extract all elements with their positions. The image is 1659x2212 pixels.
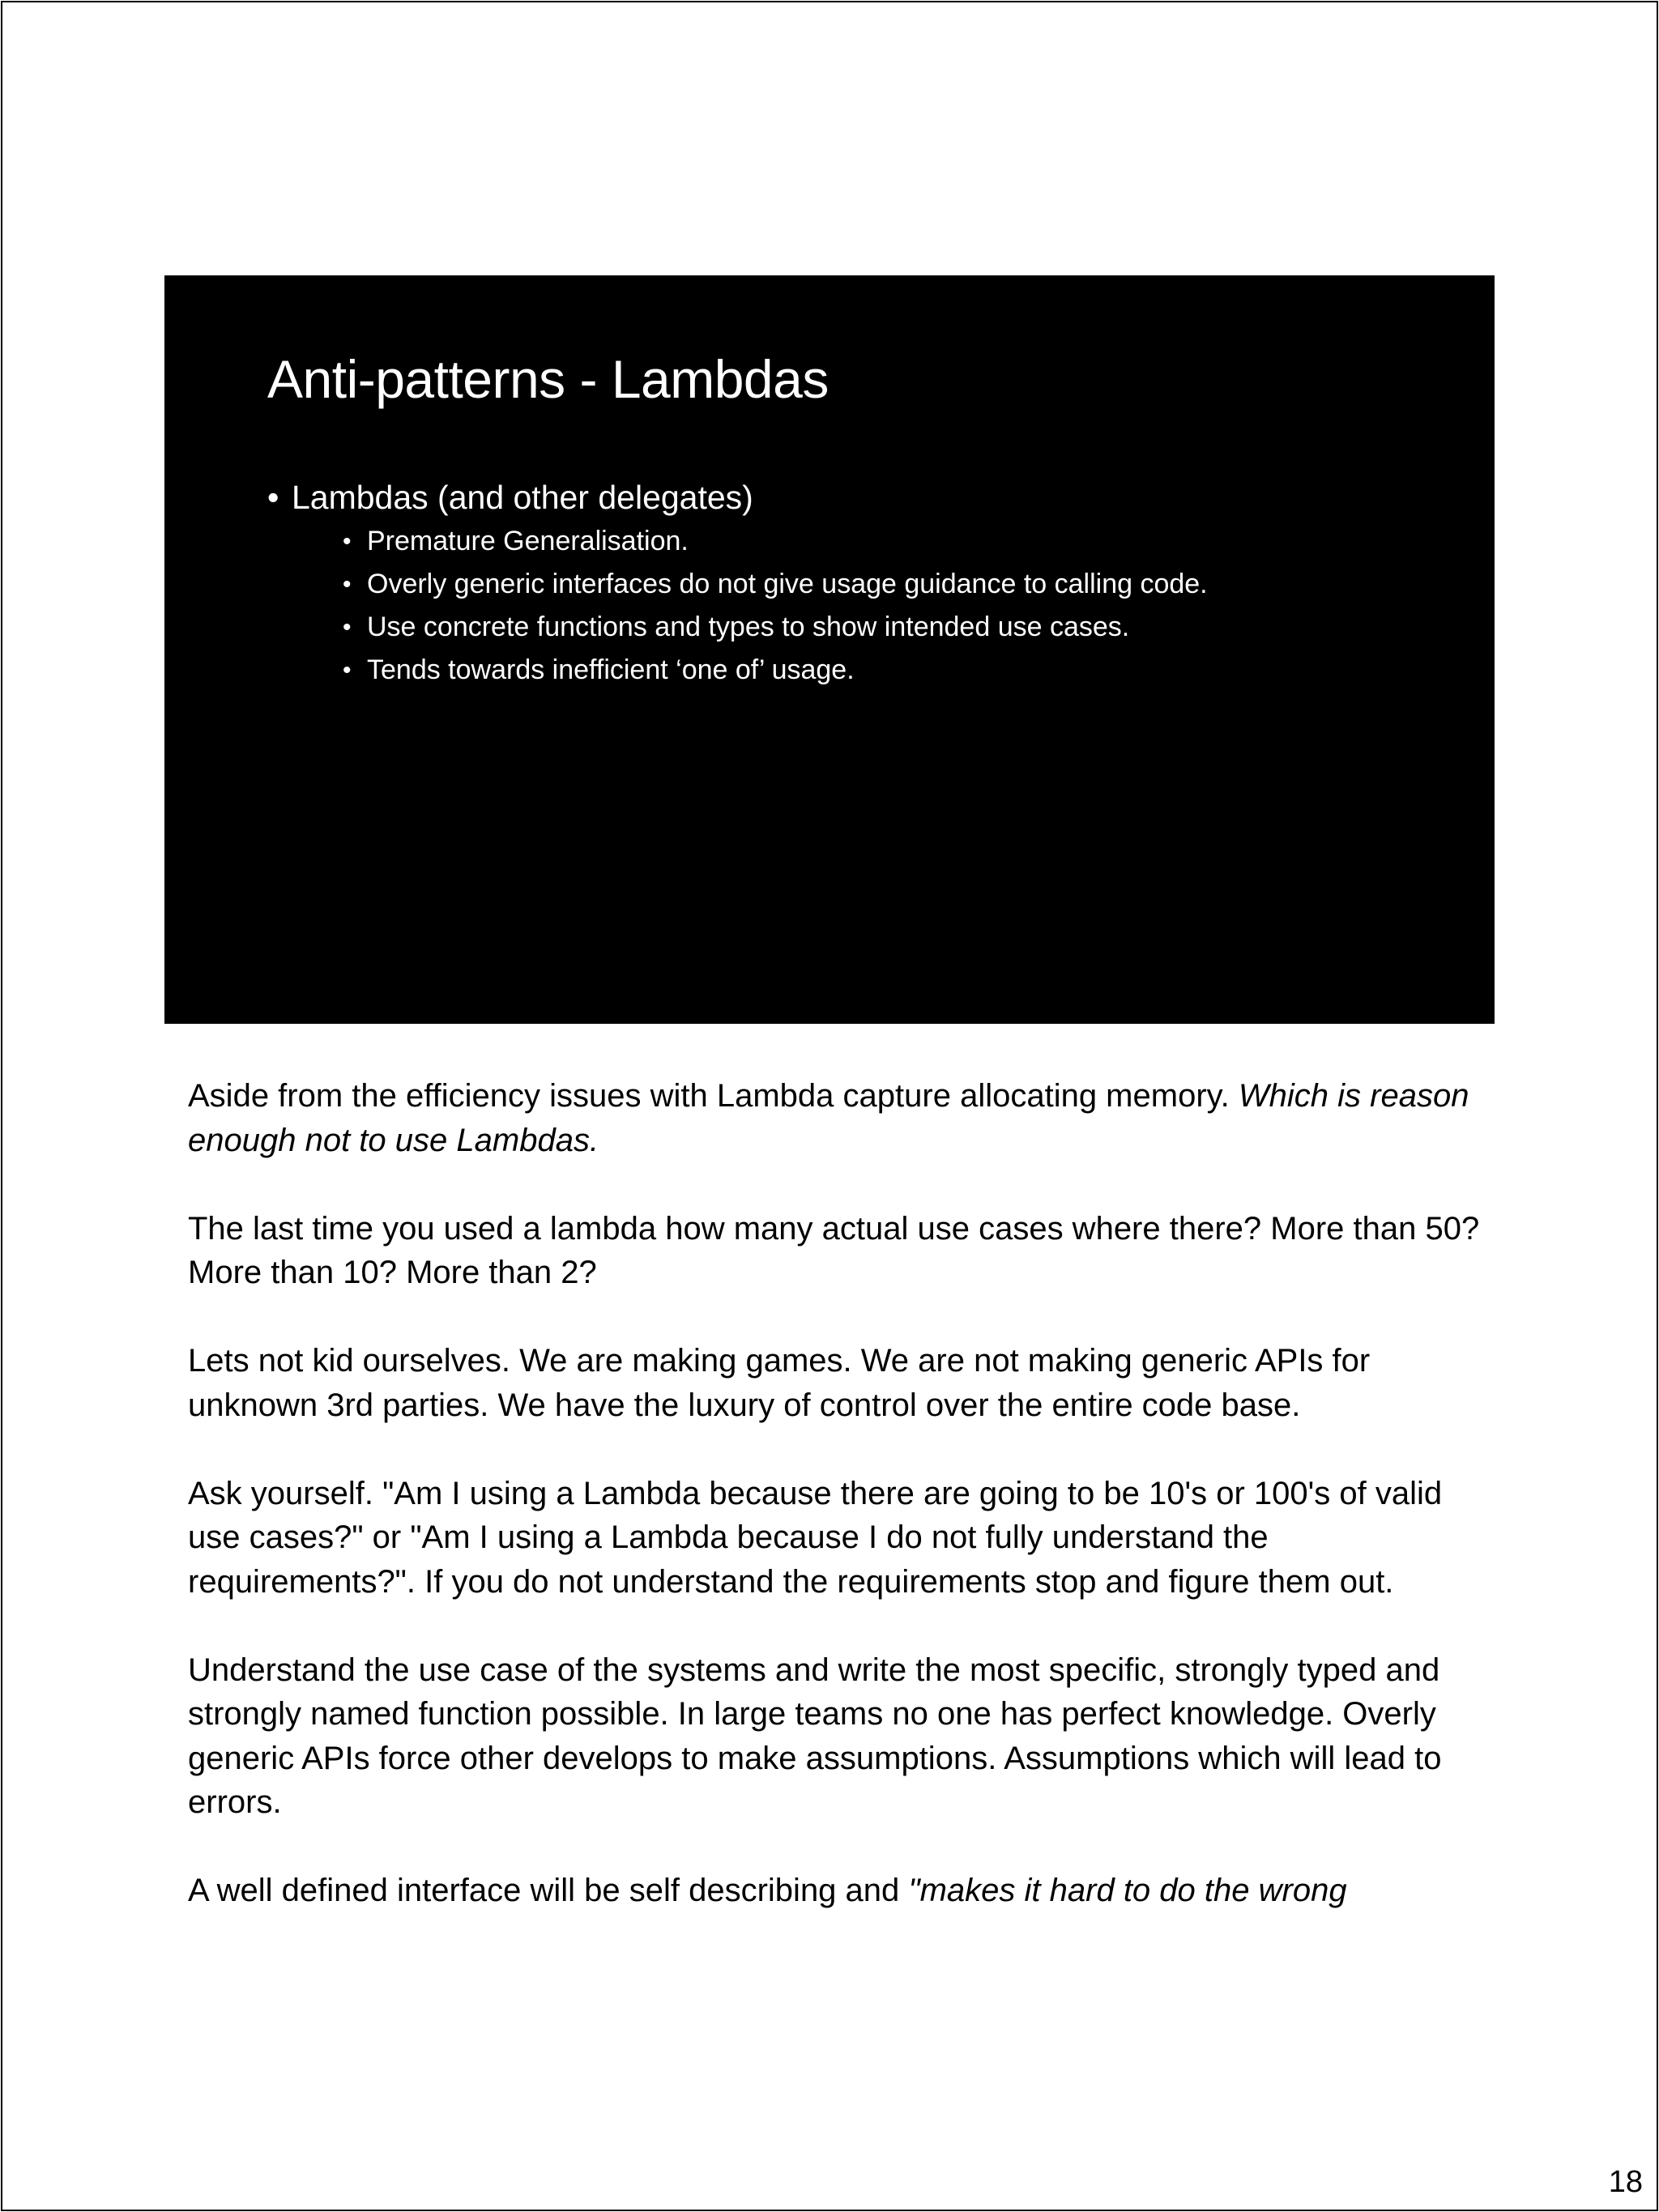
slide-sub-bullet: • Tends towards inefficient ‘one of’ usage. bbox=[292, 649, 1208, 692]
slide-sub-bullet: • Use concrete functions and types to show intended use cases. bbox=[292, 606, 1208, 649]
notes-text: Aside from the efficiency issues with Lambda capture allocating memory. bbox=[188, 1078, 1239, 1114]
notes-paragraph: The last time you used a lambda how many actual use cases where there? More than 50? More than 10? More than 2? bbox=[188, 1210, 1480, 1290]
notes-emphasis: Which is reason enough not to use Lambdas. bbox=[188, 1078, 1469, 1158]
slide bbox=[164, 275, 1495, 1024]
notes-paragraph: Ask yourself. "Am I using a Lambda because there are going to be 10's or 100's of valid use cases?" or "Am I using a Lambda because I do not fully understand the requirements?". If you do not understand the requirements stop and figure them out. bbox=[188, 1475, 1443, 1600]
notes-paragraph: Understand the use case of the systems and write the most specific, strongly typed and strongly named function possible. In large teams no one has perfect knowledge. Overly generic APIs force other develops to make assumptions. Assumptions which will lead to errors. bbox=[188, 1652, 1442, 1820]
slide-bullet-list bbox=[267, 478, 1208, 692]
slide-title: Anti-patterns - Lambdas bbox=[267, 349, 829, 409]
slide-bullet-text: Lambdas (and other delegates) bbox=[292, 479, 753, 516]
notes-paragraph: Lets not kid ourselves. We are making games. We are not making generic APIs for unknown 3rd parties. We have the luxury of control over the entire code base. bbox=[188, 1343, 1371, 1423]
page-number: 18 bbox=[1608, 2165, 1643, 2199]
notes-text: A well defined interface will be self describing and bbox=[188, 1873, 909, 1908]
speaker-notes bbox=[188, 1074, 1484, 1957]
notes-paragraph bbox=[188, 1074, 1484, 1162]
slide-sub-bullet-list bbox=[292, 520, 1208, 692]
slide-sub-bullet: • Overly generic interfaces do not give usage guidance to calling code. bbox=[292, 563, 1208, 606]
slide-bullet bbox=[267, 478, 1208, 692]
notes-paragraph bbox=[188, 1869, 1484, 1913]
slide-sub-bullet: • Premature Generalisation. bbox=[292, 520, 1208, 563]
notes-emphasis: "makes it hard to do the wrong bbox=[908, 1873, 1347, 1908]
